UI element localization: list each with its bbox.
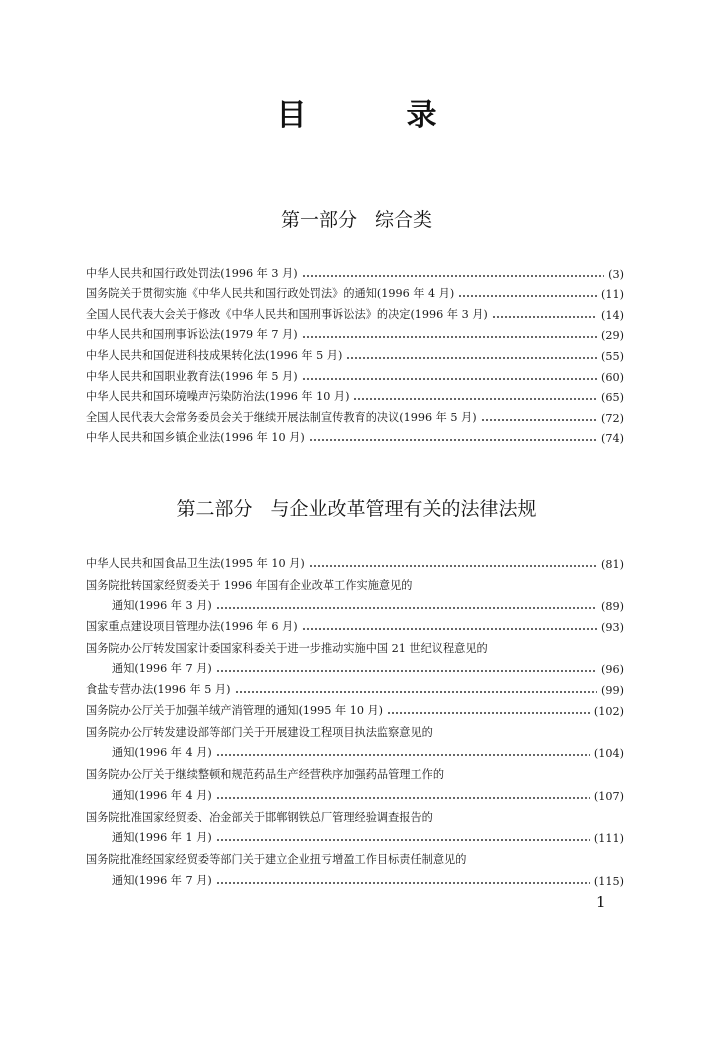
toc-entry-page: (11) (601, 288, 624, 302)
leader-dots (302, 378, 597, 380)
toc-entry-page: (99) (601, 683, 624, 697)
toc-entry-page: (104) (593, 747, 624, 761)
toc-entry[interactable] (86, 552, 624, 573)
toc-entry[interactable] (86, 303, 624, 324)
toc-entry-title: 国务院批准国家经贸委、冶金部关于邯郸钢铁总厂管理经验调查报告的 (86, 810, 433, 824)
toc-entry-lead-line[interactable] (86, 805, 624, 827)
toc-entry-lead-line[interactable] (86, 847, 624, 869)
toc-entry[interactable] (86, 344, 624, 365)
section-1-name: 综合类 (375, 209, 433, 231)
leader-dots (458, 295, 597, 297)
toc-entry[interactable] (86, 386, 624, 407)
toc-entry-page: (14) (601, 308, 624, 322)
toc-entry-title-cont: 通知(1996 年 3 月) (112, 599, 212, 613)
toc-entry[interactable] (86, 699, 624, 720)
toc-entry[interactable] (86, 406, 624, 427)
page-title-char-2: 录 (406, 98, 437, 133)
leader-dots (309, 565, 597, 567)
leader-dots (216, 670, 597, 672)
toc-entry[interactable] (86, 784, 624, 805)
toc-entry[interactable] (86, 324, 624, 345)
leader-dots (302, 628, 597, 630)
toc-entry-title: 国务院办公厅关于加强羊绒产消管理的通知(1995 年 10 月) (86, 703, 384, 717)
leader-dots (216, 839, 590, 841)
toc-entry-title: 中华人民共和国行政处罚法(1996 年 3 月) (86, 266, 298, 280)
toc-entry[interactable] (86, 283, 624, 304)
toc-entry-title: 中华人民共和国食品卫生法(1995 年 10 月) (86, 556, 305, 570)
toc-entry-page: (115) (593, 874, 624, 888)
toc-entry-page: (72) (601, 411, 624, 425)
toc-entry-page: (60) (601, 370, 624, 384)
toc-entry-title: 中华人民共和国乡镇企业法(1996 年 10 月) (86, 431, 305, 445)
toc-entry-lead-line[interactable] (86, 636, 624, 658)
toc-entry-title: 国务院办公厅关于继续整顿和规范药品生产经营秩序加强药品管理工作的 (86, 768, 445, 782)
leader-dots (353, 398, 597, 400)
toc-entry-page: (89) (601, 600, 624, 614)
leader-dots (492, 316, 597, 318)
leader-dots (216, 882, 590, 884)
toc-entry[interactable] (86, 678, 624, 699)
section-2-label: 第二部分 (176, 498, 253, 520)
toc-entry-title-cont: 通知(1996 年 7 月) (112, 873, 212, 887)
toc-entry[interactable] (86, 262, 624, 283)
toc-entry-page: (55) (601, 349, 624, 363)
leader-dots (216, 797, 590, 799)
section-1-toc (86, 262, 624, 447)
toc-entry-page: (111) (593, 832, 624, 846)
toc-entry[interactable] (86, 742, 624, 763)
toc-entry-lead-line[interactable] (86, 762, 624, 784)
leader-dots (387, 712, 590, 714)
toc-entry-title: 国务院办公厅转发国家计委国家科委关于进一步推动实施中国 21 世纪议程意见的 (86, 641, 488, 655)
section-1-heading (0, 208, 713, 232)
toc-entry-title: 中华人民共和国刑事诉讼法(1979 年 7 月) (86, 328, 298, 342)
toc-entry-title-cont: 通知(1996 年 4 月) (112, 788, 212, 802)
toc-entry-title: 国务院批准经国家经贸委等部门关于建立企业扭亏增盈工作目标责任制意见的 (86, 853, 467, 867)
toc-entry-page: (29) (601, 329, 624, 343)
leader-dots (309, 439, 597, 441)
section-2-heading (0, 497, 713, 521)
toc-entry[interactable] (86, 427, 624, 448)
toc-entry[interactable] (86, 658, 624, 679)
toc-entry-title: 中华人民共和国促进科技成果转化法(1996 年 5 月) (86, 348, 343, 362)
page-title-char-1: 目 (276, 98, 307, 133)
toc-entry-title: 国务院批转国家经贸委关于 1996 年国有企业改革工作实施意见的 (86, 578, 413, 592)
toc-entry-page: (93) (601, 620, 624, 634)
leader-dots (302, 336, 597, 338)
toc-entry[interactable] (86, 365, 624, 386)
toc-entry-title: 全国人民代表大会关于修改《中华人民共和国刑事诉讼法》的决定(1996 年 3 月) (86, 307, 488, 321)
toc-entry-page: (96) (601, 663, 624, 677)
toc-entry-page: (102) (593, 704, 624, 718)
toc-entry-lead-line[interactable] (86, 720, 624, 742)
toc-entry-title-cont: 通知(1996 年 7 月) (112, 662, 212, 676)
toc-entry-page: (3) (608, 267, 624, 281)
toc-entry[interactable] (86, 827, 624, 848)
toc-entry[interactable] (86, 869, 624, 890)
toc-entry-lead-line[interactable] (86, 573, 624, 595)
page-number: 1 (596, 893, 606, 911)
toc-entry-title: 国务院办公厅转发建设部等部门关于开展建设工程项目执法监察意见的 (86, 725, 433, 739)
toc-entry-title: 中华人民共和国环境噪声污染防治法(1996 年 10 月) (86, 390, 350, 404)
toc-entry-page: (107) (593, 789, 624, 803)
leader-dots (302, 275, 605, 277)
toc-entry-page: (81) (601, 557, 624, 571)
toc-entry-title: 国务院关于贯彻实施《中华人民共和国行政处罚法》的通知(1996 年 4 月) (86, 287, 455, 301)
leader-dots (481, 419, 597, 421)
section-2-toc (86, 552, 624, 890)
toc-entry-title-cont: 通知(1996 年 4 月) (112, 746, 212, 760)
leader-dots (235, 691, 598, 693)
toc-entry-title: 食盐专营办法(1996 年 5 月) (86, 682, 231, 696)
section-2-name: 与企业改革管理有关的法律法规 (270, 498, 537, 520)
leader-dots (216, 607, 597, 609)
toc-entry-title: 国家重点建设项目管理办法(1996 年 6 月) (86, 619, 298, 633)
toc-entry[interactable] (86, 595, 624, 616)
toc-entry-title: 中华人民共和国职业教育法(1996 年 5 月) (86, 369, 298, 383)
section-1-label: 第一部分 (280, 209, 357, 231)
page-title (0, 96, 713, 136)
toc-entry[interactable] (86, 615, 624, 636)
leader-dots (216, 754, 590, 756)
toc-entry-page: (65) (601, 391, 624, 405)
toc-entry-title: 全国人民代表大会常务委员会关于继续开展法制宣传教育的决议(1996 年 5 月) (86, 410, 477, 424)
toc-entry-page: (74) (601, 432, 624, 446)
toc-entry-title-cont: 通知(1996 年 1 月) (112, 831, 212, 845)
leader-dots (346, 357, 597, 359)
